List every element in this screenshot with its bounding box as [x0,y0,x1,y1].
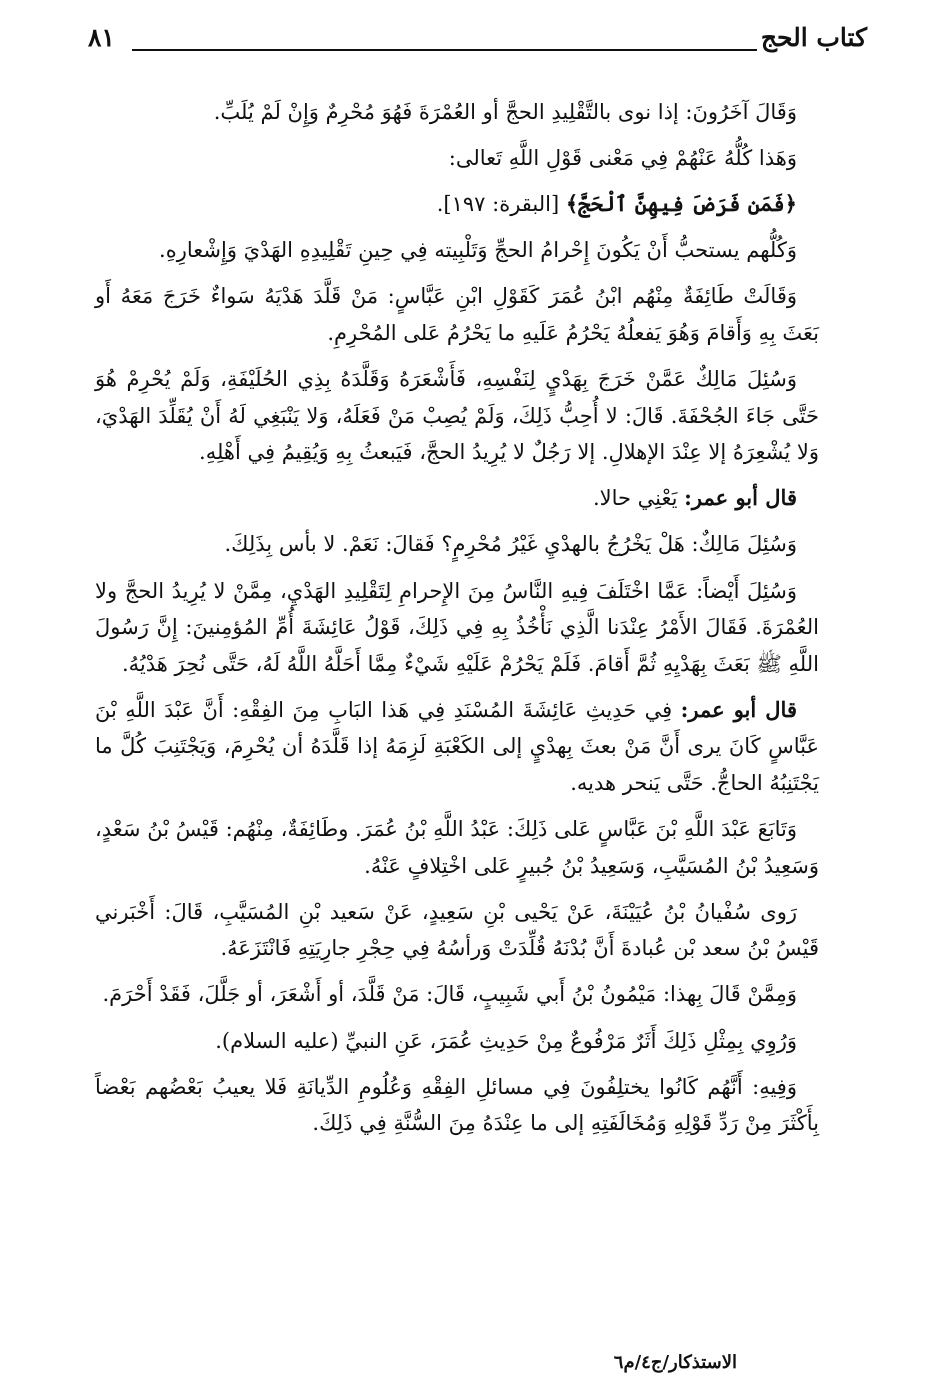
header-rule [132,49,757,51]
paragraph-text: وَسُئِلَ أَيْضاً: عَمَّا اخْتَلَفَ فِيهِ النَّاسُ مِنَ الإِحرامِ لِتَقْلِيدِ الهَدْيِ، مِمَّنْ لا يُرِيدُ الحجَّ ولا العُمْرَةَ. فَقَالَ الأَمْرُ عِنْدَنا الَّذِي نَأْخُذُ بِهِ فِي ذَلِكَ، قَوْلُ عَائِشَةَ أُمِّ المُؤمِنينَ: إِنَّ رَسُولَ اللَّهِ ﷺ بَعَثَ بِهَدْيِهِ ثُمَّ أَقامَ. فَلَمْ يَحْرُمْ عَلَيْهِ شَيْءٌ مِمَّا أَحَلَّهُ اللَّهُ لَهُ، حَتَّى نُحِرَ هَدْيُهُ. [95,578,819,676]
paragraph-text: يَعْنِي حالا. [592,486,685,511]
paragraph-text: وَقَالَتْ طَائِفَةٌ مِنْهُم ابْنُ عُمَرَ كَقَوْلِ ابْنِ عَبَّاسٍ: مَنْ قَلَّدَ هَدْيَهُ سَواءٌ خَرَجَ مَعَهُ أَو بَعَثَ بِهِ وَأَقامَ وَهُوَ يَفعلُهُ يَحْرُمُ عَلَيهِ ما يَحْرُمُ عَلى المُحْرِمِ. [95,284,819,345]
paragraph [95,894,819,967]
paragraph [95,94,819,131]
paragraph [95,361,819,471]
paragraph [95,692,819,802]
paragraph-text: وَمِمَّنْ قَالَ بِهذا: مَيْمُونُ بْنُ أَبي شَبِيبٍ، قَالَ: مَنْ قَلَّدَ، أو أَشْعَرَ، أو جَلَّلَ، فَقَدْ أَحْرَمَ. [102,982,797,1007]
author-lead: قال أبو عمر: [680,696,797,722]
paragraph-text: وَهَذا كُلُّهُ عَنْهُمْ فِي مَعْنى قَوْلِ اللَّهِ تَعالى: [448,146,797,171]
verse-reference: [البقرة: ١٩٧]. [436,192,566,217]
paragraph-text: وَتَابَعَ عَبْدَ اللَّهِ بْنَ عَبَّاسٍ عَلى ذَلِكَ: عَبْدُ اللَّهِ بْنُ عُمَرَ. وطَائِفَةٌ، مِنْهُم: قَيْسُ بْنُ سَعْدٍ، وَسَعِيدُ بْنُ المُسَيَّبِ، وَسَعِيدُ بْنُ جُبيرٍ عَلى اخْتِلافٍ عَنْهُ. [95,817,819,878]
paragraph-text: وَسُئِلَ مَالِكٌ عَمَّنْ خَرَجَ بِهَدْيٍ لِنَفْسِهِ، فَأَشْعَرَهُ وَقَلَّدَهُ بِذِي الحُلَيْفَةِ، وَلَمْ يُحْرِمْ هُوَ حَتَّى جَاءَ الجُحْفَةَ. قَالَ: لا أُحِبُّ ذَلِكَ، وَلَمْ يُصِبْ مَنْ فَعَلَهُ، وَلا يَنْبَغِي لَهُ أَنْ يُقَلِّدَ الهَدْيَ، وَلا يُشْعِرَهُ إلا عِنْدَ الإهلالِ. إلا رَجُلٌ لا يُرِيدُ الحجَّ، فَيَبعثُ بِهِ وَيُقِيمُ فِي أَهْلِهِ. [95,367,819,465]
paragraph-text: رَوى سُفْيانُ بْنُ عُيَيْنَةَ، عَنْ يَحْيى بْنِ سَعِيدٍ، عَنْ سَعيد بْنِ المُسَيَّبِ، قَالَ: أَخْبَرني قَيْسُ بْنُ سعد بْن عُبادةَ أَنَّ بُدْنَهُ قُلِّدَتْ وَرأسُهُ فِي حِجْرِ جارِيَتِهِ فَانْتَزَعَهُ. [95,899,819,961]
paragraph [95,278,819,351]
paragraph [95,1023,819,1060]
main-text [95,94,819,1151]
signature-mark: الاستذكار/ج٤/م٦ [613,1352,737,1373]
paragraph [95,811,819,884]
paragraph [95,573,819,683]
paragraph-text: وَقَالَ آخَرُونَ: إذا نوى بالتَّقْلِيدِ الحجَّ أو العُمْرَةَ فَهُوَ مُحْرِمٌ وَإِنْ لَمْ يُلَبِّ. [213,100,797,124]
page-number: ٨١ [88,23,115,52]
quran-verse: ﴿فَمَن فَرَضَ فِيهِنَّ ٱلْحَجَّ﴾ [565,191,797,217]
paragraph [95,976,819,1013]
paragraph-text: وَفِيهِ: أَنَّهُم كَانُوا يختلِفُونَ فِي مسائلِ الفِقْهِ وَعُلُومِ الدِّيانَةِ فَلا يعيبُ بَعْضُهم بَعْضاً بِأَكْثَرَ مِنْ رَدِّ قَوْلِهِ وَمُخَالَفَتِهِ إلى ما عِنْدَهُ مِنَ السُّنَّةِ فِي ذَلِكَ. [95,1074,819,1136]
paragraph-text: وَكُلُّهم يستحبُّ أَنْ يَكُونَ إِحْرامُ الحجِّ وَتَلْبِيته فِي حِينِ تَقْلِيدِهِ الهَدْيَ وَإِشْعارِهِ. [159,238,797,263]
paragraph-text: فِي حَدِيثِ عَائِشَةَ المُسْنَدِ فِي هَذا البَابِ مِنَ الفِقْهِ: أَنَّ عَبْدَ اللَّهِ بْنَ عَبَّاسٍ كَانَ يرى أَنَّ مَنْ بعثَ بِهدْيٍ إلى الكَعْبَةِ لَزِمَهُ إذا قَلَّدَهُ أن يُحْرِمَ، وَيَجْتَنِبَ كُلَّ ما يَجْتَنِبُهُ الحاجُّ. حَتَّى يَنحر هديه. [95,697,819,795]
paragraph-text: وَسُئِلَ مَالِكٌ: هَلْ يَخْرُجُ بالهدْيِ غَيْرُ مُحْرِمٍ؟ فَقالَ: نَعَمْ. لا بأس بِذَلِكَ. [224,532,797,557]
paragraph [95,526,819,563]
author-lead: قال أبو عمر: [684,485,797,511]
paragraph-text: وَرُوِي بِمِثْلِ ذَلِكَ أَثَرٌ مَرْفُوعٌ مِنْ حَدِيثِ عُمَرَ، عَنِ النبيِّ (عليه السلام). [215,1028,797,1053]
running-title: كتاب الحج [760,23,867,52]
page-header [88,22,867,54]
paragraph [95,1069,819,1142]
paragraph [95,480,819,517]
paragraph [95,140,819,177]
quran-quote-paragraph [95,186,819,223]
paragraph [95,232,819,269]
